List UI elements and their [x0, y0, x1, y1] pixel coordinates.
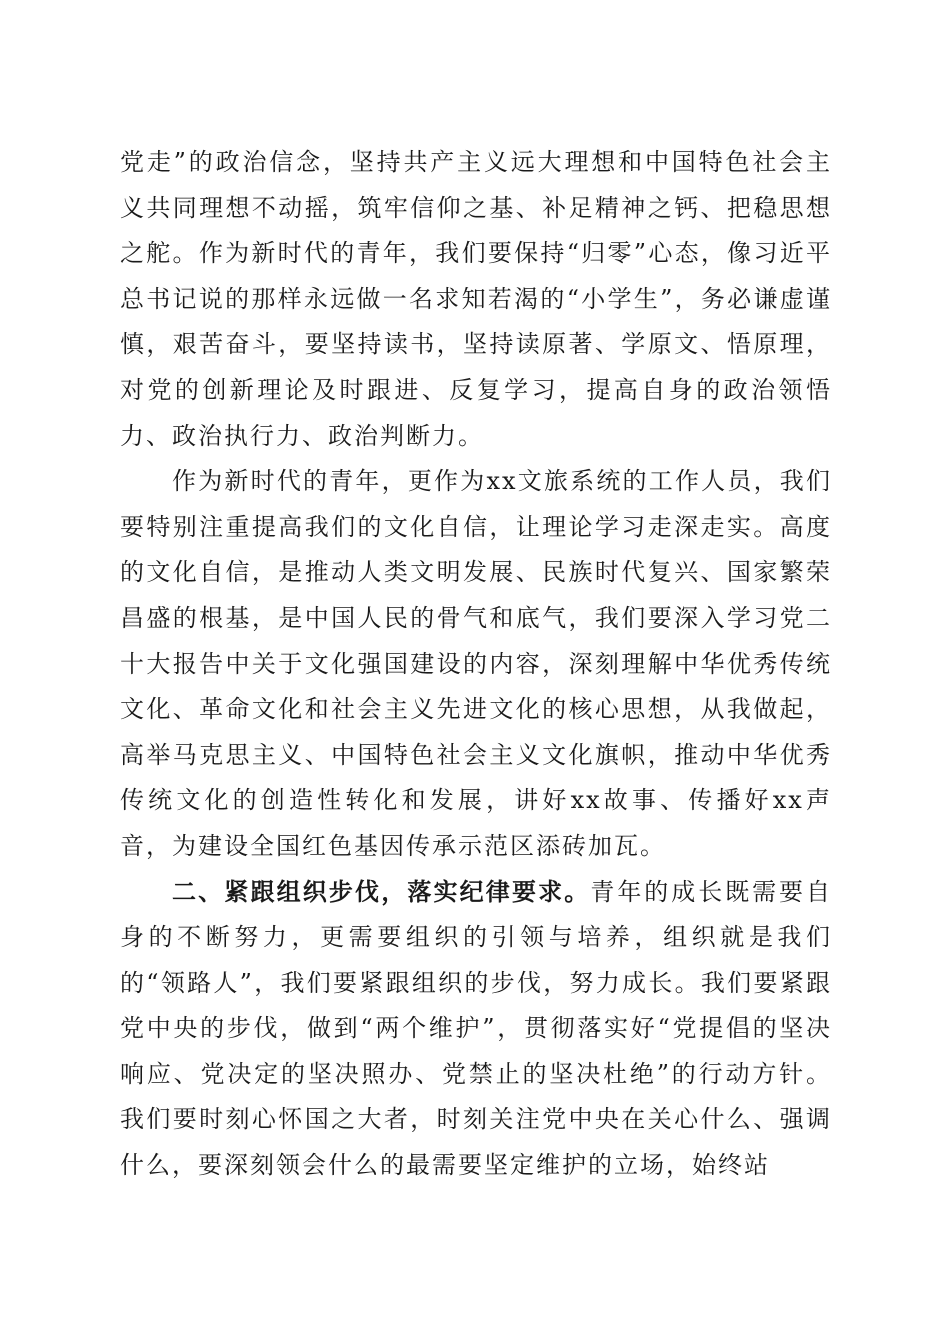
body-text — [120, 140, 832, 1189]
paragraph-text: 党走”的政治信念，坚持共产主义远大理想和中国特色社会主义共同理想不动摇，筑牢信仰之基、补足精神之钙、把稳思想之舵。作为新时代的青年，我们要保持“归零”心态，像习近平总书记说的那样永远做一名求知若渴的“小学生”，务必谦虚谨慎，艰苦奋斗，要坚持读书，坚持读原著、学原文、悟原理，对党的创新理论及时跟进、反复学习，提高自身的政治领悟力、政治执行力、政治判断力。 — [120, 148, 832, 450]
paragraph-text: 青年的成长既需要自身的不断努力，更需要组织的引领与培养，组织就是我们的“领路人”，我们要紧跟组织的步伐，努力成长。我们要紧跟党中央的步伐，做到“两个维护”，贯彻落实好“党提倡的坚决响应、党决定的坚决照办、党禁止的坚决杜绝”的行动方针。我们要时刻心怀国之大者，时刻关注党中央在关心什么、强调什么，要深刻领会什么的最需要坚定维护的立场，始终站 — [120, 877, 833, 1180]
paragraph-cultural-confidence — [120, 459, 832, 869]
paragraph-section-two — [120, 870, 832, 1189]
section-heading: 二、紧跟组织步伐，落实纪律要求。 — [172, 877, 591, 906]
paragraph-continued — [120, 140, 832, 459]
paragraph-text: 作为新时代的青年，更作为xx文旅系统的工作人员，我们要特别注重提高我们的文化自信，让理论学习走深走实。高度的文化自信，是推动人类文明发展、民族时代复兴、国家繁荣昌盛的根基，是中国人民的骨气和底气，我们要深入学习党二十大报告中关于文化强国建设的内容，深刻理解中华优秀传统文化、革命文化和社会主义先进文化的核心思想，从我做起，高举马克思主义、中国特色社会主义文化旗帜，推动中华优秀传统文化的创造性转化和发展，讲好xx故事、传播好xx声音，为建设全国红色基因传承示范区添砖加瓦。 — [120, 467, 832, 860]
